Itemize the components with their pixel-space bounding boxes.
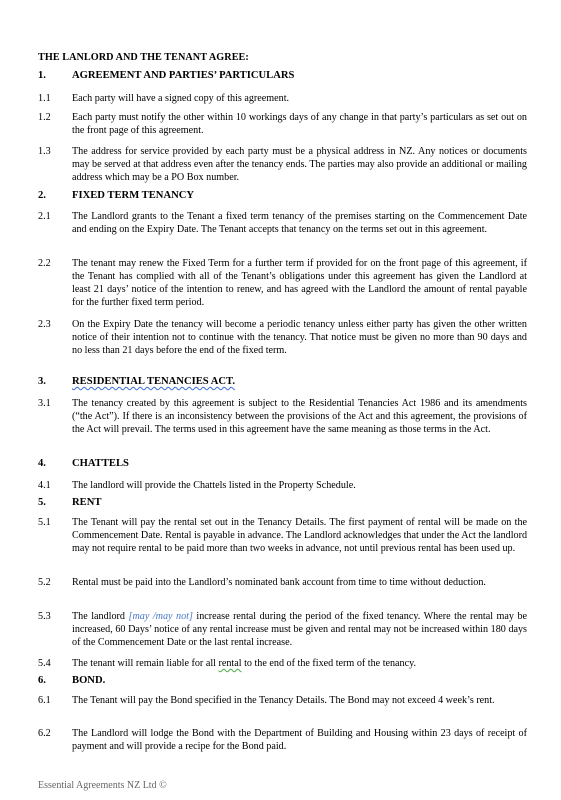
clause-text-rest: increase rental during the period of the fixed tenancy. Where the rental may be increased, 60 Days’ notice of any rental increase must be given and rental may not be increased within 180 days of the Commencement Date or the last rental increase. — [72, 611, 528, 649]
section-title: BOND. — [72, 675, 106, 686]
clause-text: On the Expiry Date the tenancy will become a periodic tenancy unless either party has given the other written notice of their intention not to continue with the tenancy. That notice must be given no more than 90 days and no less than 21 days before the end of the fixed term. — [72, 319, 527, 357]
section-title: CHATTELS — [72, 458, 129, 469]
clause-number: 4.1 — [38, 480, 51, 491]
clause-number: 2.1 — [38, 211, 51, 222]
clause-text: The Landlord will lodge the Bond with the Department of Building and Housing within 23 days of receipt of payment and will provide a recipe for the Bond paid. — [72, 728, 527, 753]
clause-text: The address for service provided by each party must be a physical address in NZ. Any notices or documents may be served at that address even after the tenancy ends. The parties may also provide an additional or mailing address which may be a PO Box number. — [72, 146, 527, 184]
clause-text: The landlord will provide the Chattels listed in the Property Schedule. — [72, 480, 356, 491]
document-title: THE LANLORD AND THE TENANT AGREE: — [38, 52, 249, 63]
clause-text-rest: to the end of the fixed term of the tenancy. — [241, 658, 417, 669]
clause-number: 1.1 — [38, 93, 51, 104]
clause-text-start: The tenant will remain liable for all — [72, 658, 219, 669]
marked-word: rental — [218, 658, 242, 669]
section-number: 6. — [38, 675, 46, 686]
clause-text: Each party will have a signed copy of this agreement. — [72, 93, 290, 104]
section-title: RESIDENTIAL TENANCIES ACT. — [72, 376, 235, 387]
section-number: 4. — [38, 458, 46, 469]
section-number: 1. — [38, 70, 46, 81]
clause-text: Each party must notify the other within 10 workings days of any change in that party’s particulars as set out on the front page of this agreement. — [72, 112, 527, 137]
page-footer: Essential Agreements NZ Ltd © — [38, 780, 167, 791]
clause-text: The tenant may renew the Fixed Term for a further term if provided for on the front page of this agreement, if the Tenant has complied with all of the Tenant’s obligations under this agreement has given the Landlord at least 21 days’ notice of the intention to renew, and has agreed with the Landlord the amount of rental payable for the further fixed term period. — [72, 258, 527, 309]
section-title: FIXED TERM TENANCY — [72, 190, 195, 201]
section-number: 2. — [38, 190, 46, 201]
clause-number: 5.2 — [38, 577, 51, 588]
clause-number: 6.1 — [38, 695, 51, 706]
optional-choice-text: [may /may not] — [128, 611, 193, 622]
clause-number: 1.3 — [38, 146, 51, 157]
clause-text — [72, 610, 527, 649]
clause-text: The Tenant will pay the Bond specified in the Tenancy Details. The Bond may not exceed 4 week’s rent. — [72, 695, 495, 706]
clause-text — [72, 657, 527, 670]
clause-number: 2.2 — [38, 258, 51, 269]
clause-number: 6.2 — [38, 728, 51, 739]
section-title: RENT — [72, 497, 102, 508]
clause-number: 5.1 — [38, 517, 51, 528]
clause-number: 1.2 — [38, 112, 51, 123]
clause-number: 5.4 — [38, 658, 51, 669]
clause-text: The tenancy created by this agreement is subject to the Residential Tenancies Act 1986 and its amendments (“the Act”). If there is an inconsistency between the provisions of the Act and this agreement, the provisions of the Act will prevail. The terms used in this agreement have the same meaning as those terms in the Act. — [72, 398, 527, 436]
clause-number: 3.1 — [38, 398, 51, 409]
clause-text: The Landlord grants to the Tenant a fixed term tenancy of the premises starting on the Commencement Date and ending on the Expiry Date. The Tenant accepts that tenancy on the terms set out in this agreement. — [72, 211, 527, 236]
clause-text: The Tenant will pay the rental set out in the Tenancy Details. The first payment of rental will be made on the Commencement Date. Rental is payable in advance. The Landlord acknowledges that under the Act the landlord may not require rental to be paid more than two weeks in advance, not until previous rental has been used up. — [72, 517, 528, 555]
section-number: 5. — [38, 497, 46, 508]
clause-text-start: The landlord — [72, 611, 129, 622]
section-title: AGREEMENT AND PARTIES’ PARTICULARS — [72, 70, 295, 81]
clause-number: 5.3 — [38, 611, 51, 622]
clause-text: Rental must be paid into the Landlord’s nominated bank account from time to time without deduction. — [72, 577, 486, 588]
section-number: 3. — [38, 376, 46, 387]
clause-number: 2.3 — [38, 319, 51, 330]
